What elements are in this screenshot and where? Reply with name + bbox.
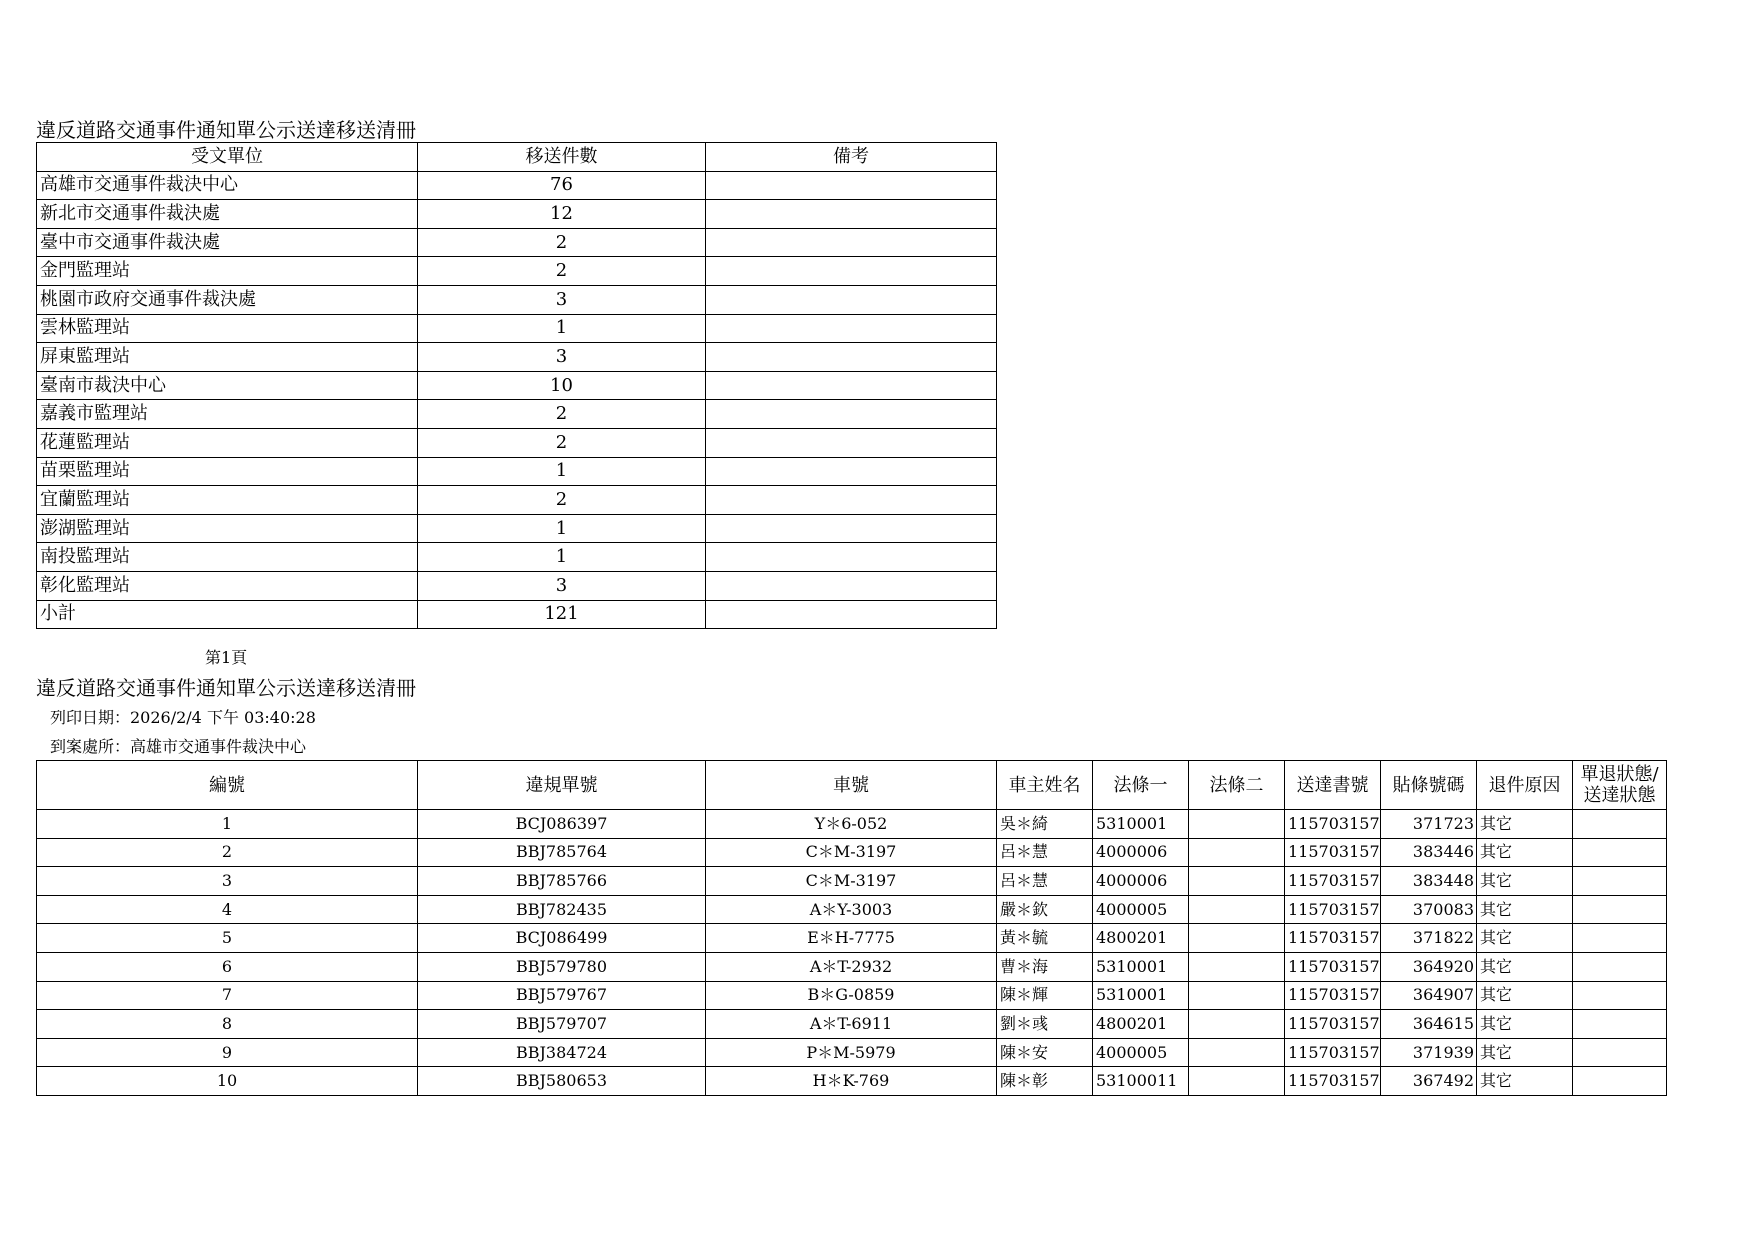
law2-cell <box>1189 952 1285 981</box>
unit-cell: 臺中市交通事件裁決處 <box>37 228 418 257</box>
law2-cell <box>1189 895 1285 924</box>
plate-cell: A＊Y-3003 <box>706 895 997 924</box>
summary-table <box>36 142 997 629</box>
status-cell <box>1573 1067 1667 1096</box>
note-cell <box>706 543 997 572</box>
plate-cell: A＊T-2932 <box>706 952 997 981</box>
note-cell <box>706 428 997 457</box>
agency-line: 到案處所：高雄市交通事件裁決中心 <box>50 737 307 756</box>
plate-cell: E＊H-7775 <box>706 924 997 953</box>
count-cell: 12 <box>418 200 706 229</box>
ticket-cell: BBJ782435 <box>418 895 706 924</box>
delivery-cell: 115703157 <box>1285 1010 1381 1039</box>
header-plate: 車號 <box>706 761 997 810</box>
count-cell: 10 <box>418 371 706 400</box>
note-cell <box>706 514 997 543</box>
header-posting: 貼條號碼 <box>1381 761 1477 810</box>
header-law2: 法條二 <box>1189 761 1285 810</box>
ticket-cell: BCJ086499 <box>418 924 706 953</box>
detail-table <box>36 760 1667 1096</box>
unit-cell: 苗栗監理站 <box>37 457 418 486</box>
unit-cell: 屏東監理站 <box>37 343 418 372</box>
table-row <box>37 867 1667 896</box>
header-count: 移送件數 <box>418 143 706 172</box>
note-cell <box>706 400 997 429</box>
header-no: 編號 <box>37 761 418 810</box>
unit-cell: 彰化監理站 <box>37 571 418 600</box>
header-ticket: 違規單號 <box>418 761 706 810</box>
law1-cell: 4000005 <box>1093 1038 1189 1067</box>
law1-cell: 4800201 <box>1093 924 1189 953</box>
table-row <box>37 285 997 314</box>
summary-body <box>37 171 997 629</box>
note-cell <box>706 257 997 286</box>
table-row <box>37 228 997 257</box>
delivery-cell: 115703157 <box>1285 838 1381 867</box>
status-cell <box>1573 838 1667 867</box>
note-cell <box>706 171 997 200</box>
reason-cell: 其它 <box>1477 1010 1573 1039</box>
owner-cell: 曹＊海 <box>997 952 1093 981</box>
summary-title: 違反道路交通事件通知單公示送達移送清冊 <box>36 118 416 142</box>
table-row <box>37 895 1667 924</box>
count-cell: 2 <box>418 228 706 257</box>
subtotal-count: 121 <box>418 600 706 629</box>
plate-cell: C＊M-3197 <box>706 838 997 867</box>
owner-cell: 陳＊輝 <box>997 981 1093 1010</box>
note-cell <box>706 457 997 486</box>
unit-cell: 金門監理站 <box>37 257 418 286</box>
delivery-cell: 115703157 <box>1285 981 1381 1010</box>
detail-body <box>37 810 1667 1096</box>
status-cell <box>1573 1010 1667 1039</box>
unit-cell: 新北市交通事件裁決處 <box>37 200 418 229</box>
count-cell: 3 <box>418 285 706 314</box>
delivery-cell: 115703157 <box>1285 895 1381 924</box>
count-cell: 76 <box>418 171 706 200</box>
posting-cell: 371939 <box>1381 1038 1477 1067</box>
law2-cell <box>1189 1038 1285 1067</box>
status-cell <box>1573 924 1667 953</box>
law2-cell <box>1189 838 1285 867</box>
law2-cell <box>1189 981 1285 1010</box>
count-cell: 1 <box>418 514 706 543</box>
table-row <box>37 924 1667 953</box>
delivery-cell: 115703157 <box>1285 867 1381 896</box>
plate-cell: B＊G-0859 <box>706 981 997 1010</box>
ticket-cell: BBJ579767 <box>418 981 706 1010</box>
count-cell: 1 <box>418 543 706 572</box>
unit-cell: 臺南市裁決中心 <box>37 371 418 400</box>
table-row <box>37 257 997 286</box>
status-cell <box>1573 952 1667 981</box>
law2-cell <box>1189 924 1285 953</box>
page-number: 第1頁 <box>205 648 248 667</box>
reason-cell: 其它 <box>1477 1067 1573 1096</box>
owner-cell: 呂＊慧 <box>997 838 1093 867</box>
header-delivery: 送達書號 <box>1285 761 1381 810</box>
law1-cell: 5310001 <box>1093 952 1189 981</box>
table-row <box>37 371 997 400</box>
law1-cell: 5310001 <box>1093 981 1189 1010</box>
header-note: 備考 <box>706 143 997 172</box>
table-row <box>37 571 997 600</box>
delivery-cell: 115703157 <box>1285 924 1381 953</box>
note-cell <box>706 343 997 372</box>
posting-cell: 364920 <box>1381 952 1477 981</box>
unit-cell: 南投監理站 <box>37 543 418 572</box>
owner-cell: 黃＊毓 <box>997 924 1093 953</box>
ticket-cell: BBJ579707 <box>418 1010 706 1039</box>
unit-cell: 桃園市政府交通事件裁決處 <box>37 285 418 314</box>
table-row <box>37 838 1667 867</box>
table-row <box>37 400 997 429</box>
count-cell: 3 <box>418 571 706 600</box>
detail-title: 違反道路交通事件通知單公示送達移送清冊 <box>36 676 416 700</box>
no-cell: 10 <box>37 1067 418 1096</box>
plate-cell: P＊M-5979 <box>706 1038 997 1067</box>
no-cell: 8 <box>37 1010 418 1039</box>
plate-cell: C＊M-3197 <box>706 867 997 896</box>
owner-cell: 陳＊安 <box>997 1038 1093 1067</box>
no-cell: 6 <box>37 952 418 981</box>
table-row <box>37 457 997 486</box>
ticket-cell: BBJ384724 <box>418 1038 706 1067</box>
posting-cell: 383448 <box>1381 867 1477 896</box>
reason-cell: 其它 <box>1477 867 1573 896</box>
ticket-cell: BBJ580653 <box>418 1067 706 1096</box>
posting-cell: 364615 <box>1381 1010 1477 1039</box>
law1-cell: 4800201 <box>1093 1010 1189 1039</box>
status-cell <box>1573 867 1667 896</box>
unit-cell: 澎湖監理站 <box>37 514 418 543</box>
posting-cell: 367492 <box>1381 1067 1477 1096</box>
law1-cell: 4000005 <box>1093 895 1189 924</box>
law1-cell: 53100011 <box>1093 1067 1189 1096</box>
table-row <box>37 428 997 457</box>
delivery-cell: 115703157 <box>1285 952 1381 981</box>
note-cell <box>706 228 997 257</box>
count-cell: 2 <box>418 428 706 457</box>
no-cell: 4 <box>37 895 418 924</box>
table-row <box>37 810 1667 839</box>
table-row <box>37 171 997 200</box>
reason-cell: 其它 <box>1477 1038 1573 1067</box>
header-reason: 退件原因 <box>1477 761 1573 810</box>
table-row <box>37 200 997 229</box>
header-status: 單退狀態/送達狀態 <box>1573 761 1667 810</box>
reason-cell: 其它 <box>1477 981 1573 1010</box>
plate-cell: A＊T-6911 <box>706 1010 997 1039</box>
reason-cell: 其它 <box>1477 924 1573 953</box>
note-cell <box>706 371 997 400</box>
count-cell: 2 <box>418 486 706 515</box>
table-row <box>37 1038 1667 1067</box>
law1-cell: 4000006 <box>1093 838 1189 867</box>
posting-cell: 383446 <box>1381 838 1477 867</box>
header-owner: 車主姓名 <box>997 761 1093 810</box>
owner-cell: 陳＊彰 <box>997 1067 1093 1096</box>
unit-cell: 嘉義市監理站 <box>37 400 418 429</box>
posting-cell: 371822 <box>1381 924 1477 953</box>
table-row <box>37 1067 1667 1096</box>
print-date: 列印日期：2026/2/4 下午 03:40:28 <box>50 708 316 727</box>
unit-cell: 高雄市交通事件裁決中心 <box>37 171 418 200</box>
plate-cell: Y＊6-052 <box>706 810 997 839</box>
reason-cell: 其它 <box>1477 895 1573 924</box>
owner-cell: 呂＊慧 <box>997 867 1093 896</box>
table-row <box>37 1010 1667 1039</box>
table-row <box>37 981 1667 1010</box>
no-cell: 3 <box>37 867 418 896</box>
header-law1: 法條一 <box>1093 761 1189 810</box>
table-row <box>37 343 997 372</box>
no-cell: 7 <box>37 981 418 1010</box>
note-cell <box>706 200 997 229</box>
no-cell: 1 <box>37 810 418 839</box>
unit-cell: 宜蘭監理站 <box>37 486 418 515</box>
note-cell <box>706 571 997 600</box>
ticket-cell: BBJ785764 <box>418 838 706 867</box>
note-cell <box>706 285 997 314</box>
ticket-cell: BCJ086397 <box>418 810 706 839</box>
law2-cell <box>1189 1010 1285 1039</box>
posting-cell: 370083 <box>1381 895 1477 924</box>
count-cell: 3 <box>418 343 706 372</box>
no-cell: 2 <box>37 838 418 867</box>
status-cell <box>1573 981 1667 1010</box>
status-cell <box>1573 895 1667 924</box>
count-cell: 2 <box>418 257 706 286</box>
plate-cell: H＊K-769 <box>706 1067 997 1096</box>
no-cell: 5 <box>37 924 418 953</box>
unit-cell: 花蓮監理站 <box>37 428 418 457</box>
owner-cell: 嚴＊欽 <box>997 895 1093 924</box>
detail-header-row <box>37 761 1667 810</box>
law2-cell <box>1189 1067 1285 1096</box>
delivery-cell: 115703157 <box>1285 1038 1381 1067</box>
table-row <box>37 486 997 515</box>
note-cell <box>706 600 997 629</box>
reason-cell: 其它 <box>1477 952 1573 981</box>
posting-cell: 371723 <box>1381 810 1477 839</box>
count-cell: 1 <box>418 457 706 486</box>
reason-cell: 其它 <box>1477 810 1573 839</box>
law1-cell: 5310001 <box>1093 810 1189 839</box>
delivery-cell: 115703157 <box>1285 1067 1381 1096</box>
note-cell <box>706 314 997 343</box>
ticket-cell: BBJ579780 <box>418 952 706 981</box>
status-cell <box>1573 1038 1667 1067</box>
header-unit: 受文單位 <box>37 143 418 172</box>
owner-cell: 吳＊綺 <box>997 810 1093 839</box>
law2-cell <box>1189 867 1285 896</box>
status-cell <box>1573 810 1667 839</box>
no-cell: 9 <box>37 1038 418 1067</box>
table-row <box>37 514 997 543</box>
subtotal-row <box>37 600 997 629</box>
law1-cell: 4000006 <box>1093 867 1189 896</box>
count-cell: 1 <box>418 314 706 343</box>
reason-cell: 其它 <box>1477 838 1573 867</box>
count-cell: 2 <box>418 400 706 429</box>
subtotal-label: 小計 <box>37 600 418 629</box>
delivery-cell: 115703157 <box>1285 810 1381 839</box>
note-cell <box>706 486 997 515</box>
summary-header-row <box>37 143 997 172</box>
posting-cell: 364907 <box>1381 981 1477 1010</box>
owner-cell: 劉＊彧 <box>997 1010 1093 1039</box>
unit-cell: 雲林監理站 <box>37 314 418 343</box>
table-row <box>37 952 1667 981</box>
table-row <box>37 314 997 343</box>
ticket-cell: BBJ785766 <box>418 867 706 896</box>
table-row <box>37 543 997 572</box>
law2-cell <box>1189 810 1285 839</box>
